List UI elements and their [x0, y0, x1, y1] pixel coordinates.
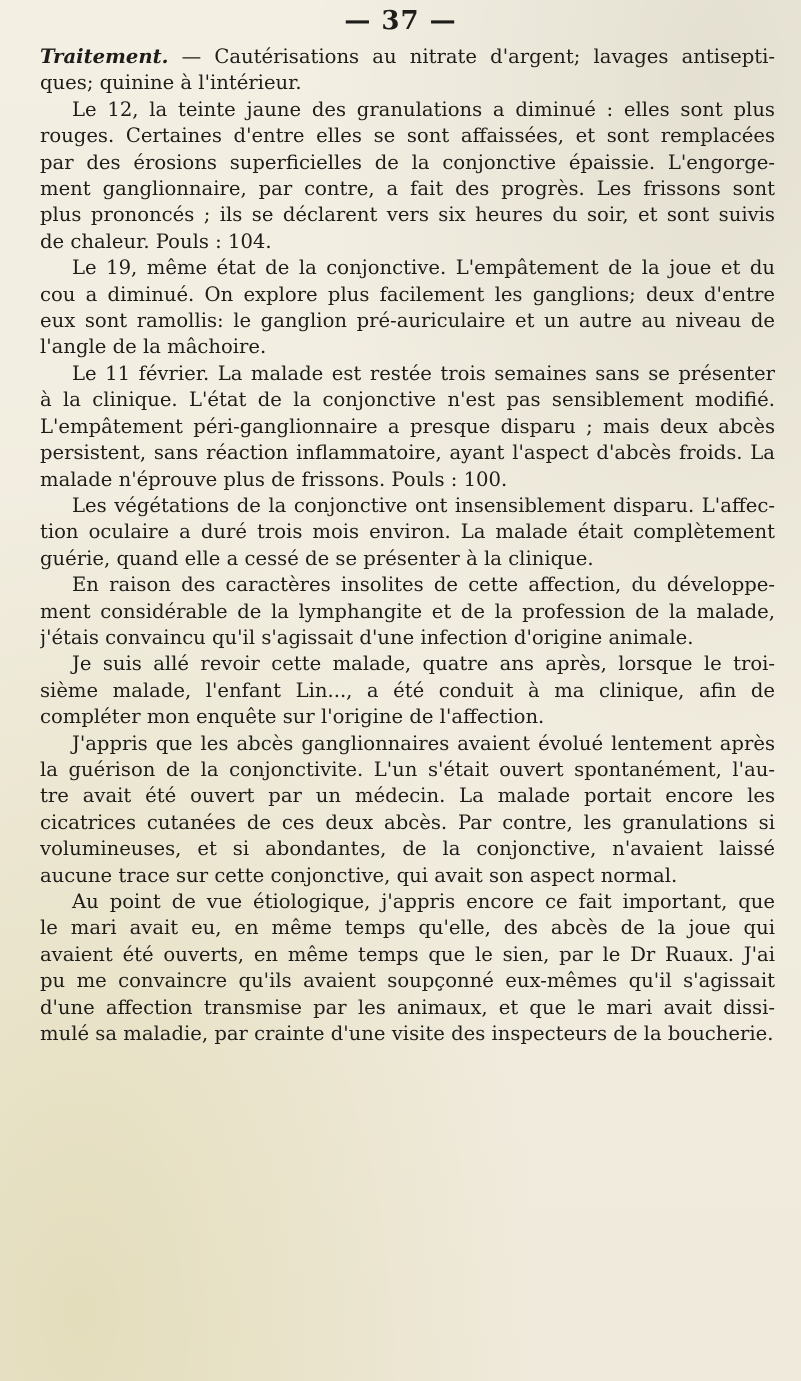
text-line: par des érosions superficielles de la conjonctive épaissie. L'engorge-: [40, 150, 775, 174]
text-line: aucune trace sur cette conjonctive, qui avait son aspect normal.: [40, 863, 678, 887]
paragraph-vegetations: [40, 493, 775, 572]
text-line: pu me convaincre qu'ils avaient soupçonné eux-mêmes qu'il s'agissait: [40, 969, 775, 993]
text-line: la guérison de la conjonctivite. L'un s'était ouvert spontanément, l'au-: [40, 757, 775, 781]
text-line: malade n'éprouve plus de frissons. Pouls : 100.: [40, 467, 508, 491]
text-line: tre avait été ouvert par un médecin. La malade portait encore les: [40, 784, 775, 808]
text-line: L'empâtement péri-ganglionnaire a presque disparu ; mais deux abcès: [40, 414, 775, 438]
text-line: En raison des caractères insolites de cette affection, du développe-: [72, 573, 775, 597]
text-line: rouges. Certaines d'entre elles se sont affaissées, et sont remplacées: [40, 124, 775, 148]
text-line: avaient été ouverts, en même temps que le sien, par le Dr Ruaux. J'ai: [40, 942, 775, 966]
text-line: cou a diminué. On explore plus facilement les ganglions; deux d'entre: [40, 282, 775, 306]
text-line: Au point de vue étiologique, j'appris encore ce fait important, que: [72, 890, 775, 913]
text-line: ques; quinine à l'intérieur.: [40, 71, 302, 95]
text-line: persistent, sans réaction inflammatoire, ayant l'aspect d'abcès froids. La: [40, 441, 775, 465]
text-line: j'étais convaincu qu'il s'agissait d'une infection d'origine animale.: [40, 625, 694, 649]
text-line: à la clinique. L'état de la conjonctive n'est pas sensiblement modifié.: [40, 388, 775, 412]
paragraph-le-19: [40, 255, 775, 361]
paragraph-j-appris: [40, 731, 775, 889]
text-line: Le 12, la teinte jaune des granulations a diminué : elles sont plus: [72, 97, 775, 121]
text-line: d'une affection transmise par les animaux, et que le mari avait dissi-: [40, 995, 775, 1019]
text-line: ment ganglionnaire, par contre, a fait des progrès. Les frissons sont: [40, 177, 775, 201]
paragraph-je-suis-alle: [40, 651, 775, 730]
text-line: Le 11 février. La malade est restée trois semaines sans se présenter: [72, 361, 775, 385]
paragraph-etiologique: [40, 889, 775, 1047]
text-line: le mari avait eu, en même temps qu'elle, des abcès de la joue qui: [40, 916, 775, 940]
text-line: compléter mon enquête sur l'origine de l'affection.: [40, 705, 545, 729]
text-line: guérie, quand elle a cessé de se présenter à la clinique.: [40, 546, 594, 570]
text-line: sième malade, l'enfant Lin..., a été conduit à ma clinique, afin de: [40, 678, 775, 702]
text-line: J'appris que les abcès ganglionnaires avaient évolué lentement après: [72, 731, 775, 755]
body-text: [40, 44, 775, 1047]
text-line: Les végétations de la conjonctive ont insensiblement disparu. L'affec-: [72, 493, 775, 517]
text-line: eux sont ramollis: le ganglion pré-auriculaire et un autre au niveau de: [40, 309, 775, 333]
text-line: — Cautérisations au nitrate d'argent; lavages antisepti-: [168, 45, 775, 68]
paragraph-le-12: [40, 97, 775, 255]
text-line: mulé sa maladie, par crainte d'une visite des inspecteurs de la boucherie.: [40, 1022, 774, 1046]
text-line: l'angle de la mâchoire.: [40, 335, 267, 359]
text-line: tion oculaire a duré trois mois environ. La malade était complètement: [40, 520, 775, 544]
paragraph-traitement: [40, 44, 775, 97]
text-line: Le 19, même état de la conjonctive. L'empâtement de la joue et du: [72, 256, 775, 280]
paragraph-en-raison: [40, 572, 775, 651]
text-line: Je suis allé revoir cette malade, quatre ans après, lorsque le troi-: [72, 652, 775, 676]
text-line: volumineuses, et si abondantes, de la conjonctive, n'avaient laissé: [40, 837, 775, 861]
text-line: ment considérable de la lymphangite et de la profession de la malade,: [40, 599, 775, 623]
paragraph-le-11-fevrier: [40, 361, 775, 493]
page-number: — 37 —: [344, 6, 457, 36]
text-line: plus prononcés ; ils se déclarent vers six heures du soir, et sont suivis: [40, 203, 775, 227]
text-line: de chaleur. Pouls : 104.: [40, 229, 272, 253]
text-line: cicatrices cutanées de ces deux abcès. Par contre, les granulations si: [40, 810, 775, 834]
section-lead: Traitement.: [40, 45, 169, 68]
